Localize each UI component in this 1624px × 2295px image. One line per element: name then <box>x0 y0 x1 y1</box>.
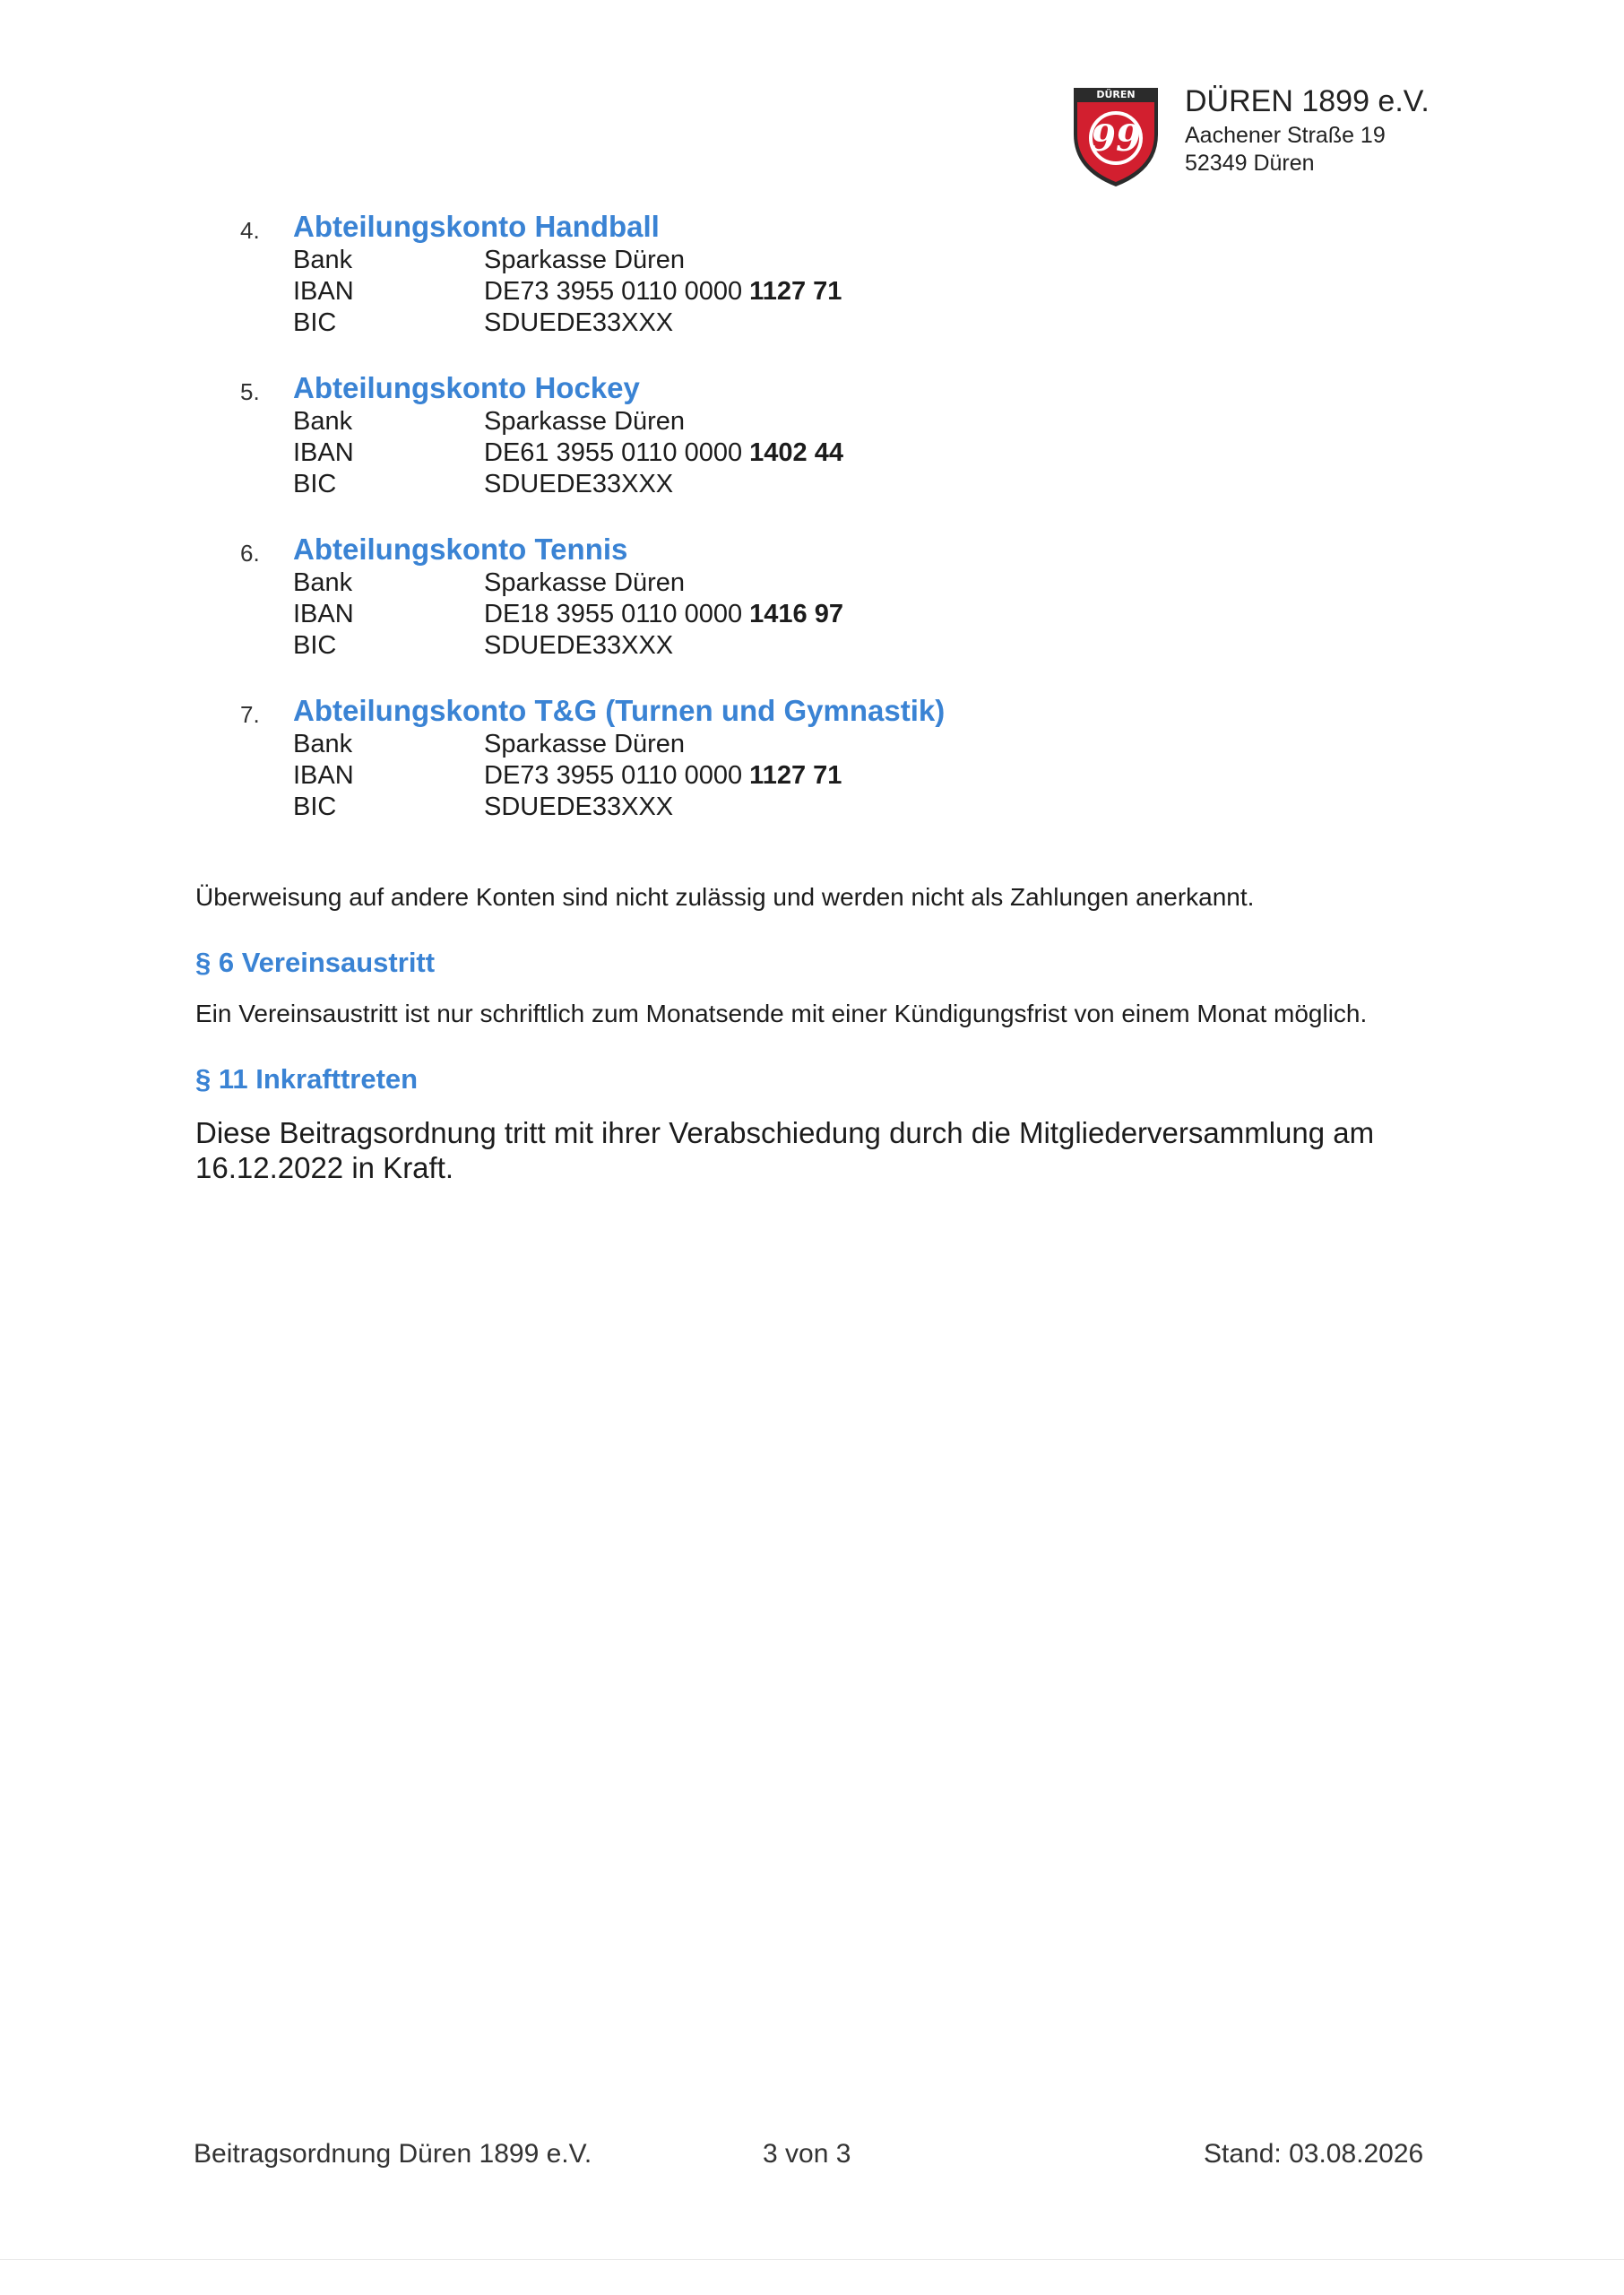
bank-value: Sparkasse Düren <box>484 730 686 758</box>
club-logo-icon <box>1068 82 1163 190</box>
account-title: Abteilungskonto Handball <box>293 210 660 243</box>
account-title: Abteilungskonto Hockey <box>293 371 640 404</box>
org-name: DÜREN 1899 e.V. <box>1185 84 1430 118</box>
account-title: Abteilungskonto Tennis <box>293 533 628 566</box>
section-11-heading: § 11 Inkrafttreten <box>195 1063 419 1095</box>
account-title: Abteilungskonto T&G (Turnen und Gymnastik) <box>293 694 946 727</box>
iban-label: IBAN <box>293 438 354 467</box>
footer-date: Stand: 03.08.2026 <box>1204 2139 1424 2169</box>
section-6-text: Ein Vereinsaustritt ist nur schriftlich zum Monatsende mit einer Kündigungsfrist von einem Monat möglich. <box>195 1000 1368 1027</box>
bic-value: SDUEDE33XXX <box>484 308 674 337</box>
account-item <box>240 208 1047 340</box>
bic-value: SDUEDE33XXX <box>484 631 674 660</box>
bic-label: BIC <box>293 631 337 660</box>
iban-value: DE61 3955 0110 0000 1402 44 <box>484 438 843 467</box>
account-number: 4. <box>240 217 260 244</box>
section-6-heading: § 6 Vereinsaustritt <box>195 947 436 978</box>
iban-value: DE73 3955 0110 0000 1127 71 <box>484 761 842 790</box>
bank-value: Sparkasse Düren <box>484 407 686 436</box>
bic-label: BIC <box>293 308 337 337</box>
logo-numeral: 99 <box>1091 117 1141 160</box>
bank-value: Sparkasse Düren <box>484 568 686 597</box>
bic-label: BIC <box>293 792 337 821</box>
account-number: 7. <box>240 701 260 728</box>
bank-label: Bank <box>293 730 353 758</box>
account-item <box>240 531 1047 663</box>
accounts-list <box>240 208 1047 853</box>
iban-label: IBAN <box>293 600 354 628</box>
section-11-text: Diese Beitragsordnung tritt mit ihrer Verabschiedung durch die Mitgliederversammlung am 16.12.2022 in Kraft. <box>195 1116 1375 1184</box>
account-number: 6. <box>240 540 260 567</box>
bic-value: SDUEDE33XXX <box>484 792 674 821</box>
bic-label: BIC <box>293 470 337 498</box>
logo-lettering: DÜREN <box>1096 89 1136 100</box>
address-street: Aachener Straße 19 <box>1185 123 1386 148</box>
transfer-note: Überweisung auf andere Konten sind nicht zulässig und werden nicht als Zahlungen anerkannt. <box>195 883 1255 911</box>
bank-label: Bank <box>293 246 353 274</box>
iban-label: IBAN <box>293 277 354 306</box>
iban-label: IBAN <box>293 761 354 790</box>
account-item <box>240 692 1047 824</box>
footer-title: Beitragsordnung Düren 1899 e.V. <box>194 2139 592 2169</box>
account-item <box>240 369 1047 501</box>
iban-value: DE18 3955 0110 0000 1416 97 <box>484 600 843 628</box>
bank-label: Bank <box>293 568 353 597</box>
letterhead <box>1068 82 1481 199</box>
bank-value: Sparkasse Düren <box>484 246 686 274</box>
page-number: 3 von 3 <box>763 2139 851 2169</box>
bank-label: Bank <box>293 407 353 436</box>
account-number: 5. <box>240 378 260 405</box>
iban-value: DE73 3955 0110 0000 1127 71 <box>484 277 842 306</box>
address-city: 52349 Düren <box>1185 151 1315 176</box>
page-edge-divider <box>0 2259 1624 2260</box>
bic-value: SDUEDE33XXX <box>484 470 674 498</box>
